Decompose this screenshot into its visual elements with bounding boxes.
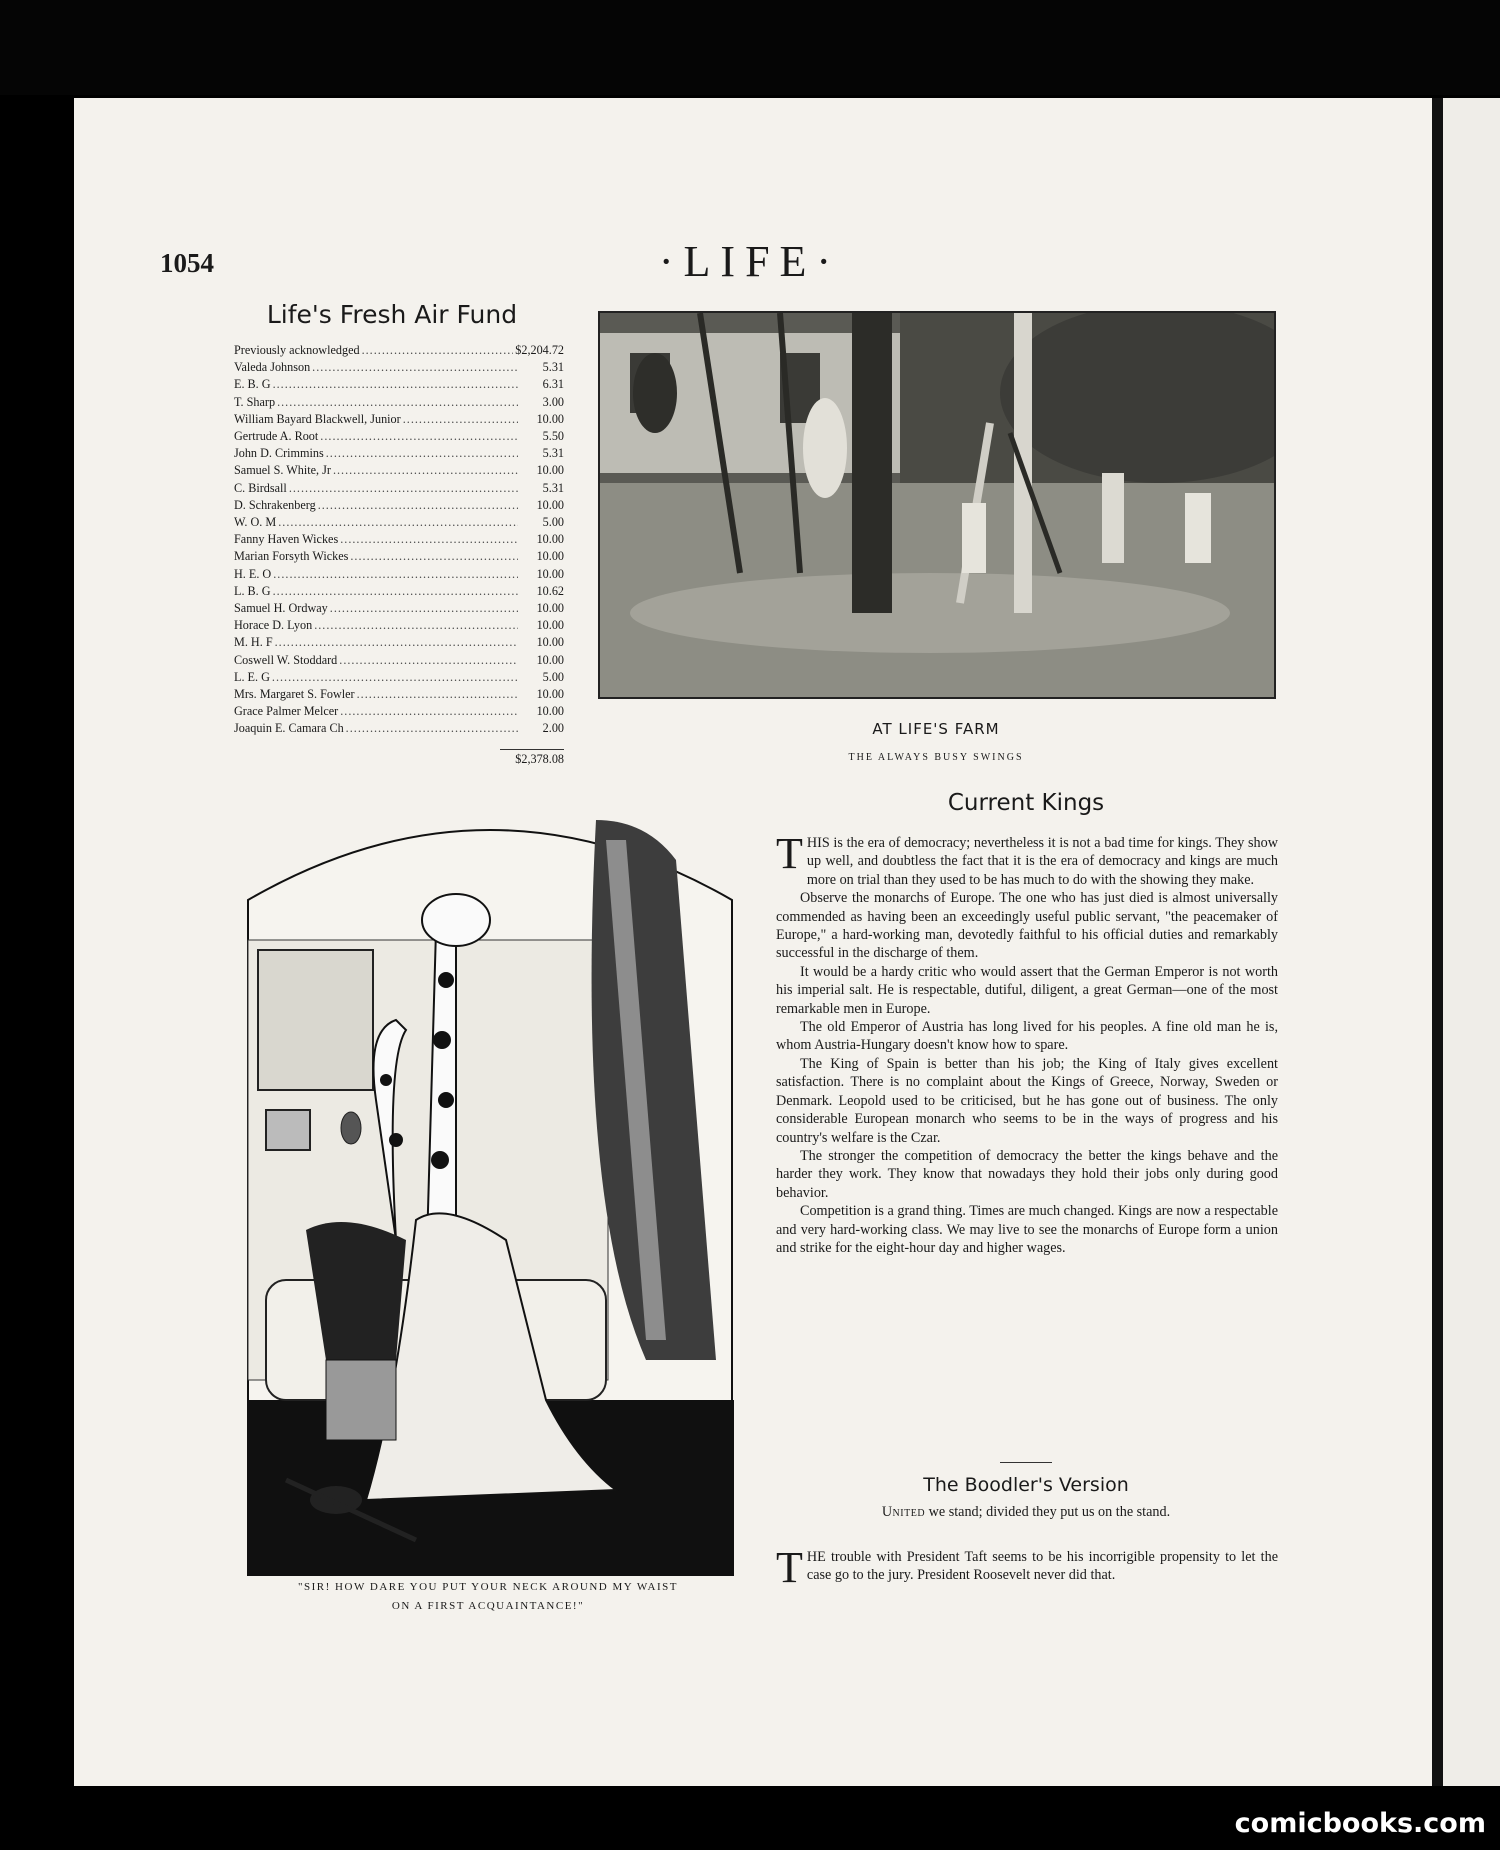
next-page-edge [1443,98,1500,1786]
fund-row [234,548,564,565]
fund-row [234,376,564,393]
fund-row [234,720,564,737]
page-gutter [1432,98,1443,1786]
fund-leader-dots [362,342,514,359]
fund-total-rule [500,749,564,750]
fund-leader-dots [312,359,518,376]
fund-name: Marian Forsyth Wickes [234,549,349,564]
fund-row [234,686,564,703]
fund-amount: 10.00 [536,652,564,667]
fund-row [234,462,564,479]
giraffe-cartoon-illustration [246,800,734,1576]
fund-amount: 6.31 [542,377,564,392]
giraffe-cartoon [246,800,734,1576]
article-dropcap: T [776,829,803,878]
fund-name: Valeda Johnson [234,360,311,375]
fund-amount: 5.00 [542,669,564,684]
fund-amount: 10.00 [536,549,564,564]
fund-row [234,669,564,686]
fund-leader-dots [272,669,518,686]
fund-row [234,634,564,651]
fund-amount: 2.00 [542,721,564,736]
fund-name: H. E. O [234,566,272,581]
fund-row [234,359,564,376]
fund-row [234,703,564,720]
boodler-epigram: United we stand; divided they put us on the stand. [881,1504,1171,1520]
fund-leader-dots [357,686,518,703]
fund-amount: 5.31 [542,446,564,461]
fund-name: Joaquin E. Camara Ch [234,721,344,736]
article-paragraph: Observe the monarchs of Europe. The one who has just died is almost universally commended as having been an exceedingly useful public servant, "the peacemaker of Europe," a hard-working man, devotedly faithful to his official duties and remarkably successful in the discharge of them. [776,890,1278,962]
fund-leader-dots [330,600,518,617]
farm-photo-illustration [600,313,1274,697]
fund-name: Samuel H. Ordway [234,601,328,616]
farm-photo [598,311,1276,699]
fund-leader-dots [333,462,518,479]
fund-row [234,394,564,411]
fund-name: Coswell W. Stoddard [234,652,338,667]
fund-leader-dots [273,376,518,393]
watermark: comicbooks.com [1234,1808,1486,1839]
fund-leader-dots [314,617,518,634]
fund-leader-dots [275,634,518,651]
article-paragraph: Competition is a grand thing. Times are much changed. Kings are now a respectable and very hard-working class. We may live to see the monarchs of Europe form a union and strike for the eight-hour day and higher wages. [776,1203,1278,1256]
fund-amount: 5.00 [542,515,564,530]
fund-leader-dots [273,583,518,600]
fund-name: W. O. M [234,515,277,530]
fund-amount: 10.00 [536,463,564,478]
fund-name: M. H. F [234,635,273,650]
fund-amount: $2,204.72 [515,343,564,357]
fund-amount: 10.00 [536,601,564,616]
fund-name: Grace Palmer Melcer [234,704,339,719]
boodler-paragraph: THE trouble with President Taft seems to be his incorrigible propensity to let the case go to the jury. President Roosevelt never did that. [776,1543,1278,1592]
fund-leader-dots [320,428,518,445]
fund-name: Samuel S. White, Jr [234,463,331,478]
fund-name: E. B. G [234,377,271,392]
fund-name: Fanny Haven Wickes [234,532,339,547]
fund-row [234,497,564,514]
fund-row [234,428,564,445]
fund-leader-dots [346,720,518,737]
fund-amount: 10.00 [536,566,564,581]
article-paragraph: THIS is the era of democracy; nevertheless it is not a bad time for kings. They show up well, and doubtless the fact that it is the era of democracy and kings are much more on trial than they used to be has much to do with the showing they make. [776,829,1278,888]
fund-row [234,652,564,669]
fund-name: Mrs. Margaret S. Fowler [234,687,355,702]
fund-amount: 10.00 [536,704,564,719]
fund-row [234,600,564,617]
cartoon-caption [232,1578,744,1616]
fund-total: $2,378.08 [515,752,564,766]
fund-amount: 10.62 [536,583,564,598]
fund-name: D. Schrakenberg [234,497,316,512]
article-paragraph: The stronger the competition of democracy the better the kings behave and the harder they work. They know that nowadays they hold their jobs only during good behavior. [776,1147,1278,1201]
fund-leader-dots [403,411,518,428]
photo-caption: AT LIFE'S FARM [872,720,1000,738]
fund-amount: 5.50 [542,429,564,444]
article-body [776,829,1278,1257]
fund-name: T. Sharp [234,394,276,409]
fund-leader-dots [326,445,518,462]
fund-amount: 10.00 [536,532,564,547]
fund-row [234,566,564,583]
fund-amount: 5.31 [542,360,564,375]
fund-amount: 10.00 [536,497,564,512]
fund-amount: 10.00 [536,411,564,426]
boodler-lead-word: United [881,1504,926,1520]
fund-name: L. B. G [234,583,271,598]
scan-border-top [0,0,1500,95]
article-title: Current Kings [947,790,1105,816]
fund-name: William Bayard Blackwell, Junior [234,411,401,426]
fund-amount: 10.00 [536,687,564,702]
fund-leader-dots [350,548,518,565]
fund-row [234,445,564,462]
page-number: 1054 [160,248,214,278]
boodler-title: The Boodler's Version [923,1474,1129,1496]
fund-leader-dots [277,394,518,411]
fund-amount: 10.00 [536,635,564,650]
photo-subcaption: THE ALWAYS BUSY SWINGS [848,752,1024,763]
fund-list [234,342,564,738]
masthead: ·LIFE· [658,237,842,286]
fund-row [234,583,564,600]
article-paragraph: The old Emperor of Austria has long lived for his peoples. A fine old man he is, whom Austria-Hungary doesn't know how to spare. [776,1019,1278,1054]
fund-name: C. Birdsall [234,480,287,495]
fund-name: Horace D. Lyon [234,618,313,633]
fund-name: L. E. G [234,669,270,684]
fund-name: Previously acknowledged [234,343,360,357]
fund-row [234,531,564,548]
fund-leader-dots [273,566,518,583]
fund-row [234,617,564,634]
fund-row [234,411,564,428]
fund-name: John D. Crimmins [234,446,324,461]
section-divider [1000,1462,1052,1463]
fund-row [234,480,564,497]
article-paragraph: It would be a hardy critic who would assert that the German Emperor is not worth his imperial salt. He is respectable, dutiful, diligent, a great German—one of the most remarkable men in Europe. [776,963,1278,1017]
cartoon-caption-line-1: "SIR! HOW DARE YOU PUT YOUR NECK AROUND MY WAIST [298,1581,678,1593]
fund-amount: 5.31 [542,480,564,495]
fund-row [234,342,564,359]
fund-leader-dots [278,514,518,531]
fund-amount: 3.00 [542,394,564,409]
fund-leader-dots [340,531,518,548]
fund-leader-dots [340,703,518,720]
fund-amount: 10.00 [536,618,564,633]
boodler-dropcap: T [776,1543,803,1592]
cartoon-caption-line-2: ON A FIRST ACQUAINTANCE!" [391,1600,585,1612]
article-paragraph: The King of Spain is better than his job; the King of Italy gives excellent satisfaction. There is no complaint about the Kings of Greece, Norway, Sweden or Denmark. Leopold used to be criticised, but he has gone out of business. The only considerable European monarch who seems to be in the ways of progress and his country's welfare is the Czar. [776,1055,1278,1146]
boodler-body [776,1543,1278,1592]
fund-name: Gertrude A. Root [234,429,319,444]
fund-leader-dots [318,497,518,514]
fund-leader-dots [289,480,518,497]
fund-row [234,514,564,531]
fund-leader-dots [339,652,518,669]
fund-title: Life's Fresh Air Fund [266,300,518,329]
